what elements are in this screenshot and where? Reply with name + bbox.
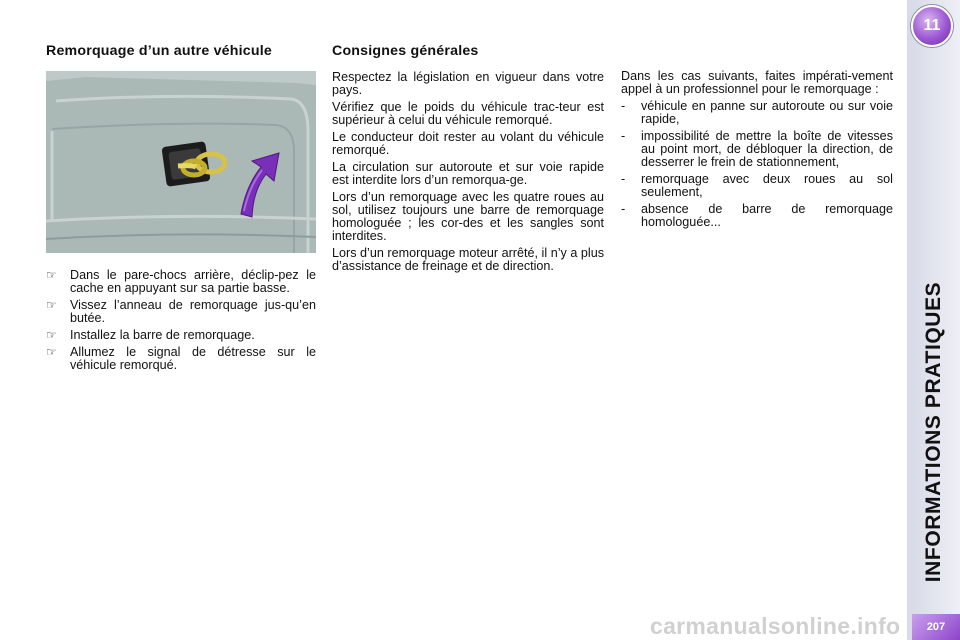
paragraph: Dans les cas suivants, faites impérati-vement appel à un professionnel pour le remorquage : <box>621 69 893 96</box>
pointing-hand-icon: ☞ <box>46 298 57 312</box>
paragraph: Lors d’un remorquage avec les quatre roues au sol, utilisez toujours une barre de remorquage homologuée ; les cor-des et les sangles sont interdites. <box>332 190 604 243</box>
list-item: ☞ Allumez le signal de détresse sur le véhicule remorqué. <box>46 345 316 372</box>
chapter-number-badge: 11 <box>911 5 953 47</box>
section-title-towing-other-vehicle: Remorquage d’un autre véhicule <box>46 43 272 59</box>
list-item: - absence de barre de remorquage homologuée... <box>621 202 893 229</box>
watermark: carmanualsonline.info <box>650 613 901 639</box>
list-item: ☞ Vissez l’anneau de remorquage jus-qu’en butée. <box>46 298 316 325</box>
paragraph: La circulation sur autoroute et sur voie rapide est interdite lors d’un remorqua-ge. <box>332 160 604 187</box>
towing-steps-list <box>46 269 316 372</box>
left-column <box>46 44 316 376</box>
list-item: - impossibilité de mettre la boîte de vitesses au point mort, de débloquer la direction, de desserrer le frein de stationnement, <box>621 129 893 169</box>
list-item: - véhicule en panne sur autoroute ou sur voie rapide, <box>621 99 893 126</box>
chapter-title: INFORMATIONS PRATIQUES <box>922 281 945 583</box>
paragraph: Le conducteur doit rester au volant du véhicule remorqué. <box>332 130 604 157</box>
right-column <box>621 70 893 233</box>
pointing-hand-icon: ☞ <box>46 345 57 359</box>
paragraph: Lors d’un remorquage moteur arrêté, il n’y a plus d’assistance de freinage et de direction. <box>332 246 604 273</box>
section-title-general-instructions: Consignes générales <box>332 43 479 59</box>
pointing-hand-icon: ☞ <box>46 268 57 282</box>
paragraph: Vérifiez que le poids du véhicule trac-teur est supérieur à celui du véhicule remorqué. <box>332 100 604 127</box>
towing-eye-illustration <box>46 71 316 253</box>
pointing-hand-icon: ☞ <box>46 328 57 342</box>
list-item: ☞ Dans le pare-chocs arrière, déclip-pez le cache en appuyant sur sa partie basse. <box>46 268 316 295</box>
professional-cases-list <box>621 100 893 229</box>
list-item: ☞ Installez la barre de remorquage. <box>46 328 255 342</box>
list-item: - remorquage avec deux roues au sol seulement, <box>621 172 893 199</box>
paragraph: Respectez la législation en vigueur dans votre pays. <box>332 70 604 97</box>
page-number: 207 <box>912 614 960 640</box>
middle-column <box>332 44 604 277</box>
